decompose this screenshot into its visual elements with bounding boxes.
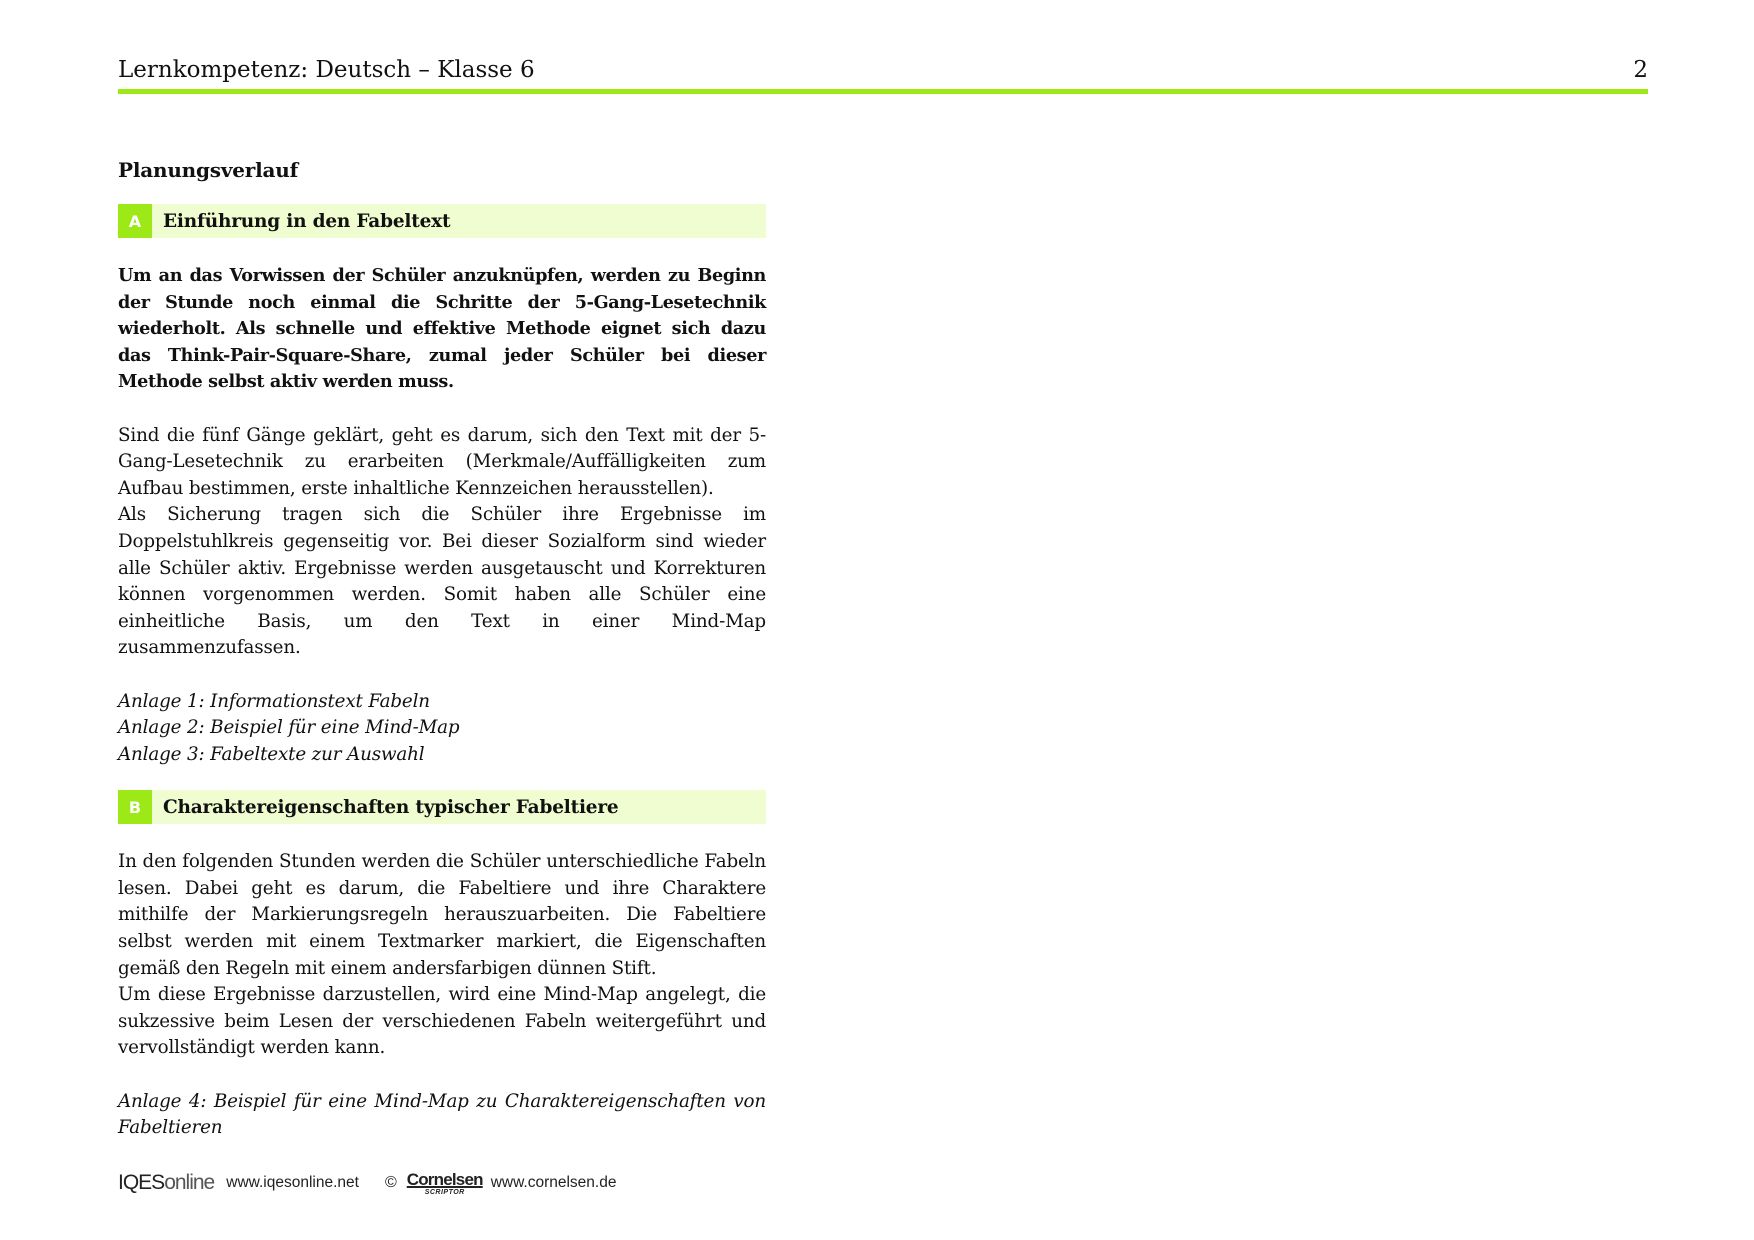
section-b-paragraph-1: In den folgenden Stunden werden die Schüler unterschiedliche Fabeln lesen. Dabei geht es darum, die Fabeltiere und ihre Charaktere mithilfe der Markierungsregeln herauszuarbeiten. Die Fabeltiere selbst werden mit einem Textmarker markiert, die Eigenschaften gemäß den Regeln mit einem andersfarbigen dünnen Stift. bbox=[118, 851, 766, 979]
section-b-letter: B bbox=[118, 790, 152, 824]
cornelsen-logo: Cornelsen SCRIPTOR bbox=[406, 1169, 483, 1196]
attachment-4: Anlage 4: Beispiel für eine Mind-Map zu Charaktereigenschaften von Fabeltieren bbox=[118, 1090, 766, 1139]
page-heading: Planungsverlauf bbox=[118, 158, 299, 182]
document-title: Lernkompetenz: Deutsch – Klasse 6 bbox=[118, 57, 535, 83]
page-footer bbox=[118, 1168, 616, 1198]
iqes-url-link[interactable]: www.iqesonline.net bbox=[226, 1174, 359, 1191]
section-b-header bbox=[118, 790, 766, 824]
section-a-attachments bbox=[118, 689, 766, 769]
section-a-title: Einführung in den Fabeltext bbox=[163, 210, 451, 232]
attachment-1: Anlage 1: Informationstext Fabeln bbox=[118, 690, 430, 712]
section-a-paragraph-1: Sind die fünf Gänge geklärt, geht es darum, sich den Text mit der 5-Gang-Lesetechnik zu erarbeiten (Merkmale/Auffälligkeiten zum Aufbau bestimmen, erste inhaltliche Kennzeichen herausstellen). bbox=[118, 424, 766, 499]
attachment-3: Anlage 3: Fabeltexte zur Auswahl bbox=[118, 743, 425, 765]
section-a-header bbox=[118, 204, 766, 238]
iqes-logo: IQESonline bbox=[118, 1171, 215, 1194]
section-a-paragraph-2: Als Sicherung tragen sich die Schüler ihre Ergebnisse im Doppelstuhlkreis gegenseitig vor. Bei dieser Sozialform sind wieder alle Schüler aktiv. Ergebnisse werden ausgetauscht und Korrekturen können vorgenommen werden. Somit haben alle Schüler eine einheitliche Basis, um den Text in einer Mind-Map zusammenzufassen. bbox=[118, 504, 766, 659]
header-rule bbox=[118, 89, 1648, 94]
page-number: 2 bbox=[1633, 57, 1648, 83]
copyright-symbol: © bbox=[384, 1174, 397, 1191]
attachment-2: Anlage 2: Beispiel für eine Mind-Map bbox=[118, 717, 460, 739]
section-a-letter: A bbox=[118, 204, 152, 238]
section-b-title: Charaktereigenschaften typischer Fabeltiere bbox=[163, 796, 619, 818]
cornelsen-url-link[interactable]: www.cornelsen.de bbox=[490, 1174, 617, 1191]
content-column bbox=[118, 158, 766, 1142]
section-b-paragraph-2: Um diese Ergebnisse darzustellen, wird eine Mind-Map angelegt, die sukzessive beim Lesen der verschiedenen Fabeln weitergeführt und vervollständigt werden kann. bbox=[118, 984, 766, 1059]
section-a-intro: Um an das Vorwissen der Schüler anzuknüpfen, werden zu Beginn der Stunde noch einmal die Schritte der 5-Gang-Lesetechnik wiederholt. Als schnelle und effektive Methode eignet sich dazu das Think-Pair-Square-Share, zumal jeder Schüler bei dieser Methode selbst aktiv werden muss. bbox=[118, 265, 766, 393]
